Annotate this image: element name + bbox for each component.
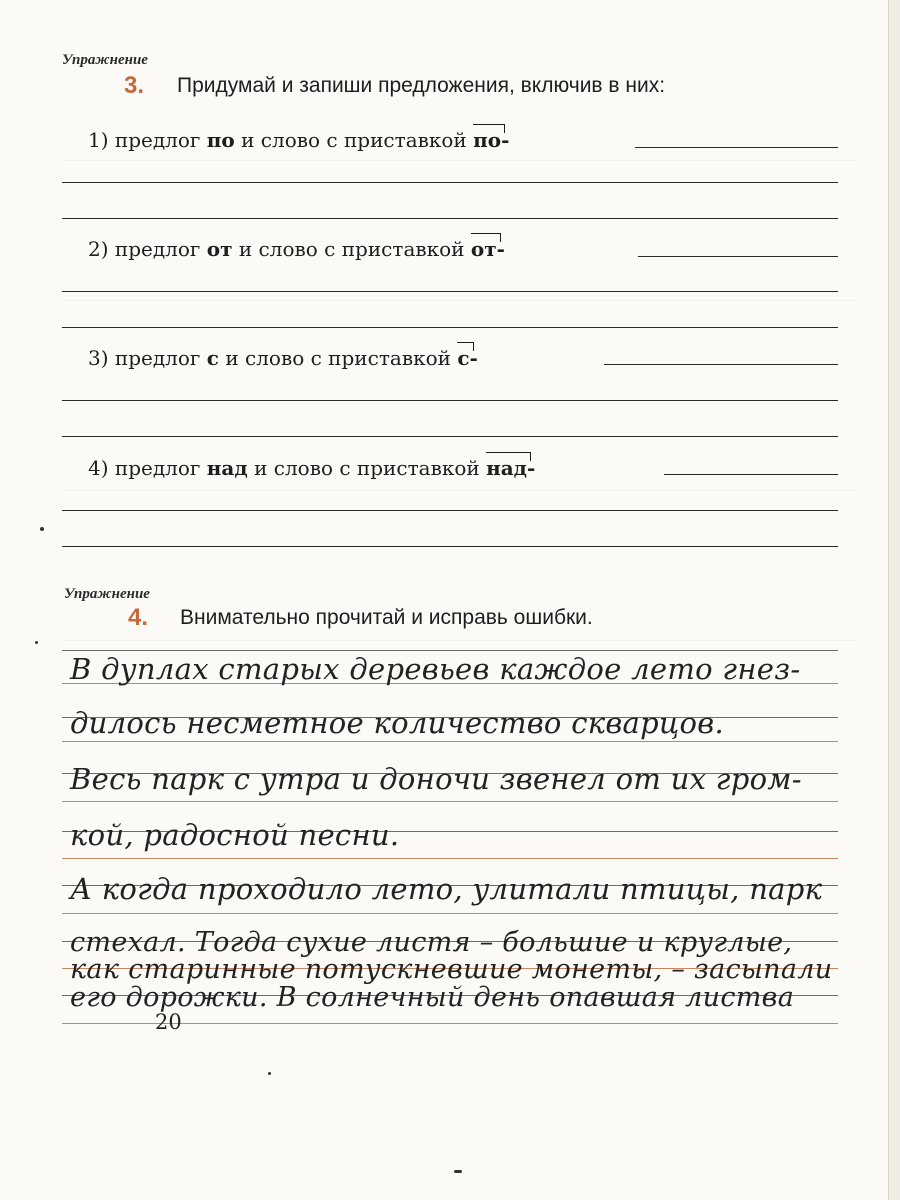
exercise-label: Упражнение (62, 52, 148, 68)
ruling-line (62, 741, 838, 742)
prefix-dash: - (469, 346, 478, 370)
prefix-mark-icon (486, 452, 531, 461)
prefix-mark-icon (457, 342, 473, 351)
page-number: 20 (155, 1010, 182, 1034)
scan-speck (40, 527, 44, 531)
scan-speck (268, 1072, 271, 1075)
show-through-line (60, 300, 860, 301)
show-through-line (60, 490, 860, 491)
item-number: 1) (88, 128, 109, 152)
item-text: предлог (114, 237, 201, 261)
page-edge (888, 0, 900, 1200)
ruling-line (62, 858, 838, 859)
item-number: 2) (88, 237, 109, 261)
show-through-line (60, 160, 860, 161)
ruling-line (62, 650, 838, 651)
item-text: предлог (114, 346, 201, 370)
scan-speck (454, 1170, 462, 1173)
show-through-line (60, 640, 860, 641)
handwritten-line: А когда проходило лето, улитали птицы, парк (70, 872, 823, 906)
prefix-dash: - (501, 128, 510, 152)
exercise-task: Внимательно прочитай и исправь ошибки. (180, 606, 593, 629)
exercise-item (88, 346, 478, 370)
ruling-line (62, 801, 838, 802)
prefix-text: с (457, 346, 470, 370)
prefix-text: по (473, 128, 502, 152)
exercise-label: Упражнение (64, 586, 150, 602)
prefix-dash: - (527, 456, 536, 480)
preposition: с (206, 346, 219, 370)
handwritten-line: стехал. Тогда сухие листя – большие и круглые, (70, 927, 793, 958)
answer-line[interactable] (62, 218, 838, 219)
answer-line[interactable] (62, 546, 838, 547)
preposition: от (206, 237, 233, 261)
prefix-text: над (486, 456, 527, 480)
exercise-item (88, 237, 505, 261)
exercise-item (88, 456, 535, 480)
prefix-mark-icon (471, 233, 501, 242)
item-number: 3) (88, 346, 109, 370)
exercise-number: 4. (128, 604, 149, 631)
answer-line[interactable] (62, 510, 838, 511)
answer-line[interactable] (62, 400, 838, 401)
answer-line[interactable] (62, 182, 838, 183)
ruling-line (62, 913, 838, 914)
item-text: и слово с приставкой (238, 237, 465, 261)
prefix (457, 346, 469, 370)
answer-line[interactable] (664, 474, 838, 475)
prefix (473, 128, 501, 152)
item-text: предлог (114, 128, 201, 152)
prefix-dash: - (496, 237, 505, 261)
handwritten-line: Весь парк с утра и доночи звенел от их гром- (70, 762, 802, 796)
preposition: по (206, 128, 235, 152)
handwritten-line: как старинные потускневшие монеты, – засыпали (70, 954, 833, 985)
preposition: над (206, 456, 248, 480)
handwritten-line: кой, радосной песни. (70, 818, 400, 852)
prefix-text: от (470, 237, 497, 261)
item-text: и слово с приставкой (241, 128, 467, 152)
handwritten-line: дилось несметное количество скварцов. (70, 706, 724, 740)
prefix (471, 237, 497, 261)
prefix (486, 456, 527, 480)
handwritten-line: его дорожки. В солнечный день опавшая листва (70, 982, 795, 1013)
item-text: и слово с приставкой (254, 456, 480, 480)
exercise-number: 3. (124, 72, 145, 99)
item-text: предлог (114, 456, 201, 480)
answer-line[interactable] (635, 147, 838, 148)
handwritten-line: В дуплах старых деревьев каждое лето гнез- (70, 652, 801, 686)
answer-line[interactable] (638, 256, 838, 257)
answer-line[interactable] (62, 327, 838, 328)
item-text: и слово с приставкой (225, 346, 451, 370)
answer-line[interactable] (604, 364, 838, 365)
exercise-item (88, 128, 509, 152)
answer-line[interactable] (62, 291, 838, 292)
exercise-task: Придумай и запиши предложения, включив в них: (177, 74, 666, 97)
item-number: 4) (88, 456, 109, 480)
answer-line[interactable] (62, 436, 838, 437)
prefix-mark-icon (473, 124, 505, 133)
scan-speck (35, 641, 38, 644)
